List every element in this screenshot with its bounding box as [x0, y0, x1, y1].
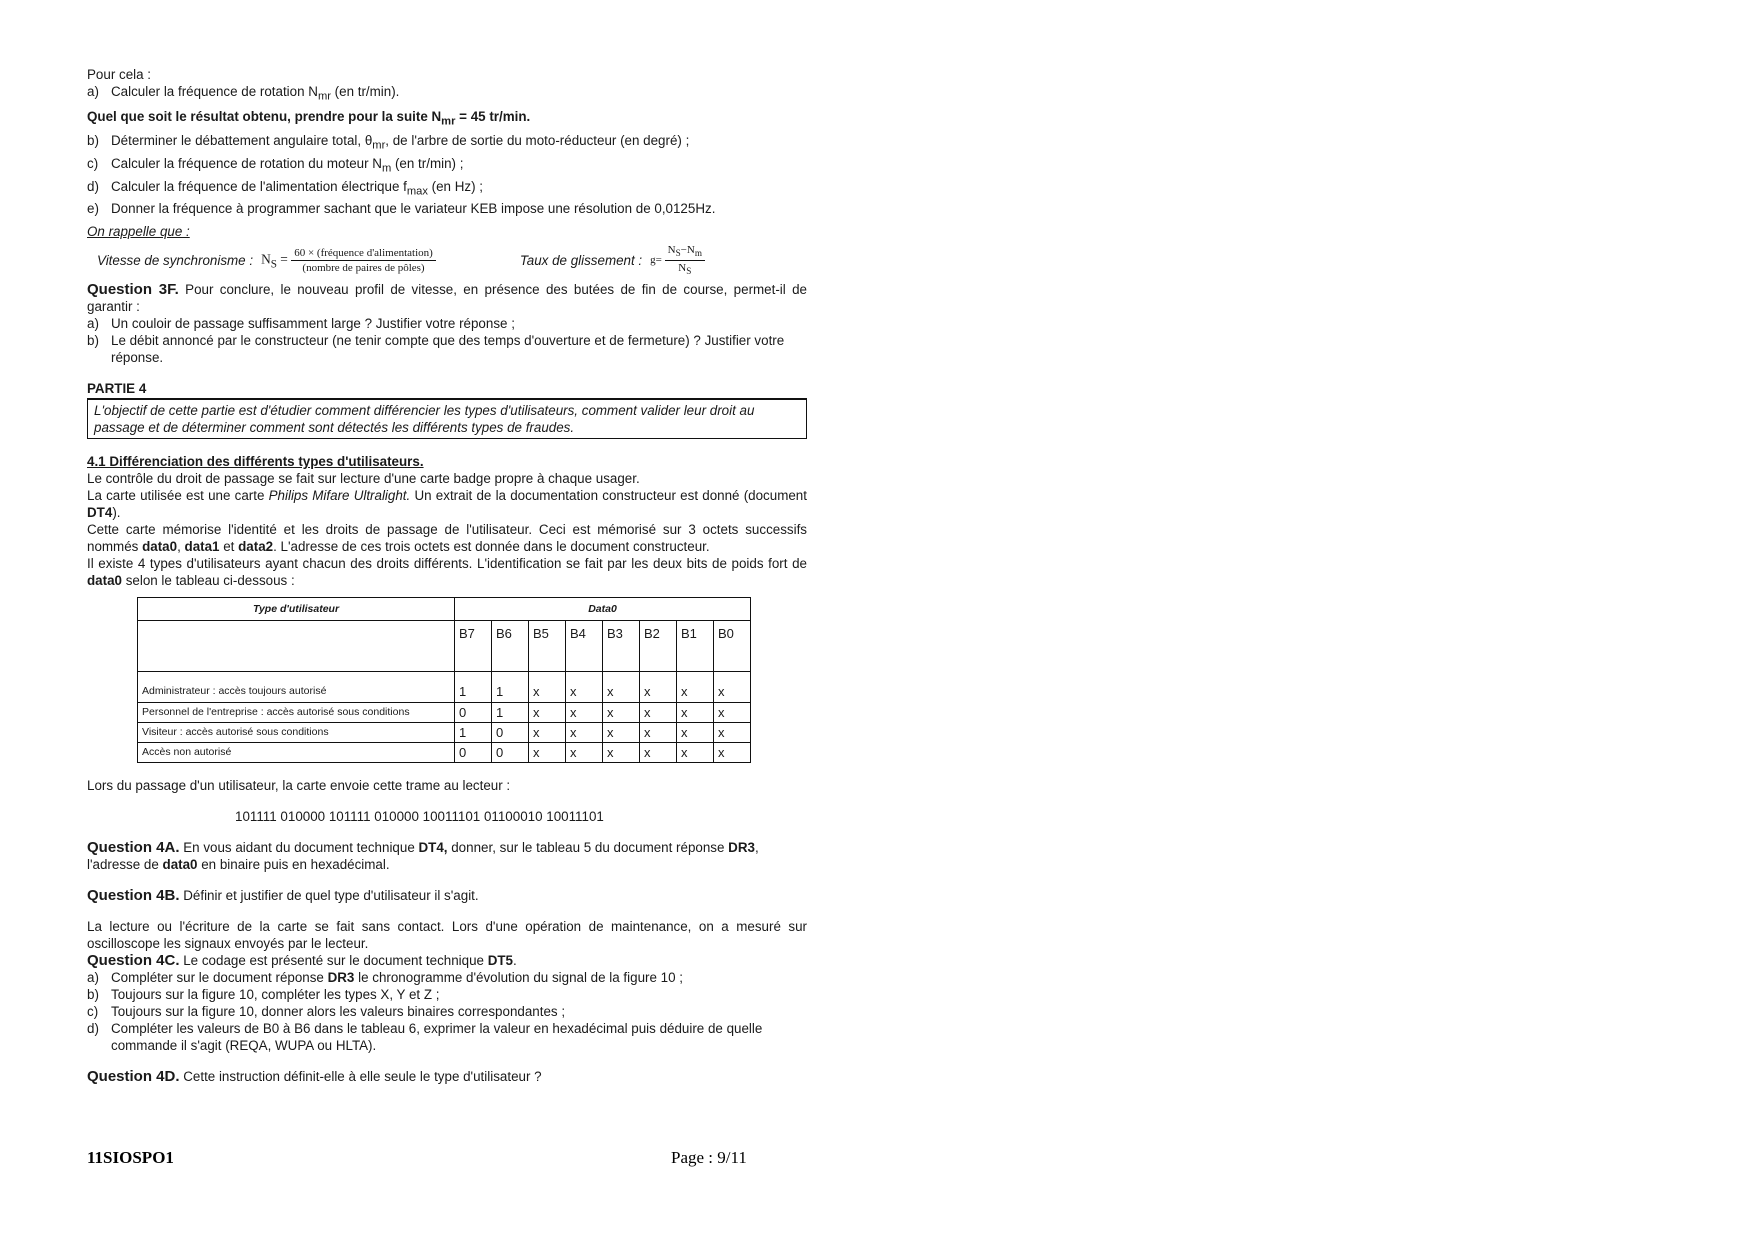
- table-row: Administrateur : accès toujours autorisé 1 1 x x x x x x: [138, 672, 751, 703]
- page-number: Page : 9/11: [671, 1148, 747, 1167]
- objective-box: L'objectif de cette partie est d'étudier comment différencier les types d'utilisateurs, comment valider leur droit au passage et de déterminer comment sont détectés les différents types de fraudes.: [87, 399, 807, 439]
- section-41-p2: La carte utilisée est une carte Philips Mifare Ultralight. Un extrait de la documentation constructeur est donné (document DT4).: [87, 488, 807, 521]
- list-item: c) Toujours sur la figure 10, donner alors les valeurs binaires correspondantes ;: [87, 1004, 566, 1020]
- list-item: b) Toujours sur la figure 10, compléter les types X, Y et Z ;: [87, 987, 440, 1003]
- partie-title: PARTIE 4: [87, 380, 807, 399]
- question-4a: Question 4A. En vous aidant du document technique DT4, donner, sur le tableau 5 du document réponse DR3, l'adresse de data0 en binaire puis en hexadécimal.: [87, 839, 759, 873]
- table-row: Personnel de l'entreprise : accès autorisé sous conditions 0 1 x x x x x x: [138, 703, 751, 723]
- table-header-row: [138, 598, 751, 621]
- list-item: a) Compléter sur le document réponse DR3 le chronogramme d'évolution du signal de la figure 10 ;: [87, 970, 683, 986]
- table-row: Visiteur : accès autorisé sous conditions 1 0 x x x x x x: [138, 723, 751, 743]
- header-type: Type d'utilisateur: [138, 598, 455, 621]
- formula-row: [87, 244, 807, 277]
- bit-header: B0: [714, 621, 751, 672]
- trame-intro: Lors du passage d'un utilisateur, la carte envoie cette trame au lecteur :: [87, 778, 511, 794]
- tg-fraction: $\frac{N_S-N_m}{N_S}$: [665, 244, 705, 277]
- rappel-heading: On rappelle que :: [87, 224, 190, 240]
- section-41-p3: Cette carte mémorise l'identité et les droits de passage de l'utilisateur. Ceci est mémorisé sur 3 octets successifs nommés data0, data1 et data2. L'adresse de ces trois octets est donnée dans le document constructeur.: [87, 522, 807, 555]
- list-item: e) Donner la fréquence à programmer sachant que le variateur KEB impose une résolution de 0,0125Hz.: [87, 201, 716, 217]
- user-type-table: [137, 597, 751, 763]
- vs-label: Vitesse de synchronisme :: [97, 253, 254, 269]
- document-code: 11SIOSPO1: [87, 1148, 174, 1167]
- section-41-title: 4.1 Différenciation des différents types d'utilisateurs.: [87, 454, 424, 470]
- bit-header: B4: [566, 621, 603, 672]
- question-4d: Question 4D. Cette instruction définit-elle à elle seule le type d'utilisateur ?: [87, 1068, 542, 1086]
- q4c-list: [87, 969, 807, 1054]
- bit-header: B1: [677, 621, 714, 672]
- list-item: c) Calculer la fréquence de rotation du moteur $N_m$ (en tr/min) ;: [87, 156, 464, 175]
- tg-formula: g= $\frac{N_S-N_m}{N_S}$: [650, 244, 705, 277]
- q3f-list: [87, 315, 807, 366]
- vs-formula: $N_S$ = $\frac{\text{60 × (fréquence d'alimentation)}}{\text{(nombre de paires de pôles)}}$: [261, 247, 436, 274]
- section-41-p4: Il existe 4 types d'utilisateurs ayant chacun des droits différents. L'identification se fait par les deux bits de poids fort de data0 selon le tableau ci-dessous :: [87, 556, 807, 589]
- list-a: [87, 83, 807, 106]
- list-item: a) Calculer la fréquence de rotation $N_{mr}$ (en tr/min).: [87, 84, 400, 103]
- list-item: b) Déterminer le débattement angulaire total, $\theta_{mr}$, de l'arbre de sortie du moto-réducteur (en degré) ;: [87, 133, 690, 153]
- vs-fraction: $\frac{\text{60 × (fréquence d'alimentation)}}{\text{(nombre de paires de pôles)}}$: [291, 247, 436, 274]
- bit-header: B2: [640, 621, 677, 672]
- bit-header: B3: [603, 621, 640, 672]
- list-item: d) Calculer la fréquence de l'alimentation électrique $f_{max}$ (en Hz) ;: [87, 178, 483, 198]
- list-item: d) Compléter les valeurs de B0 à B6 dans le tableau 6, exprimer la valeur en hexadécimal puis déduire de quelle commande il s'agit (REQA, WUPA ou HLTA).: [87, 1021, 763, 1054]
- section-41-p1: Le contrôle du droit de passage se fait sur lecture d'une carte badge propre à chaque usager.: [87, 471, 640, 487]
- table-bits-row: [138, 621, 751, 672]
- list-b-e: [87, 132, 807, 223]
- question-4c: Question 4C. Le codage est présenté sur le document technique DT5.: [87, 952, 517, 970]
- question-3f: Question 3F. Pour conclure, le nouveau profil de vitesse, en présence des butées de fin de course, permet-il de garantir :: [87, 281, 808, 315]
- lecture-paragraph: La lecture ou l'écriture de la carte se fait sans contact. Lors d'une opération de maintenance, on a mesuré sur oscilloscope les signaux envoyés par le lecteur.: [87, 919, 807, 952]
- list-item: a) Un couloir de passage suffisamment large ? Justifier votre réponse ;: [87, 316, 515, 332]
- bit-header: B5: [529, 621, 566, 672]
- header-data0: Data0: [455, 598, 751, 621]
- trame-value: 101111 010000 101111 010000 10011101 01100010 10011101: [235, 809, 604, 825]
- document-page: [87, 66, 807, 1085]
- bit-header: B7: [455, 621, 492, 672]
- tg-label: Taux de glissement :: [519, 253, 643, 269]
- intro-text: Pour cela :: [87, 67, 152, 82]
- table-row: Accès non autorisé 0 0 x x x x x x: [138, 743, 751, 763]
- question-4b: Question 4B. Définir et justifier de quel type d'utilisateur il s'agit.: [87, 887, 479, 905]
- bit-header: B6: [492, 621, 529, 672]
- list-item: b) Le débit annoncé par le constructeur (ne tenir compte que des temps d'ouverture et de fermeture) ? Justifier votre réponse.: [87, 333, 785, 366]
- bold-note: Quel que soit le résultat obtenu, prendre pour la suite $N_{mr} = 45$ tr/min.: [87, 108, 531, 128]
